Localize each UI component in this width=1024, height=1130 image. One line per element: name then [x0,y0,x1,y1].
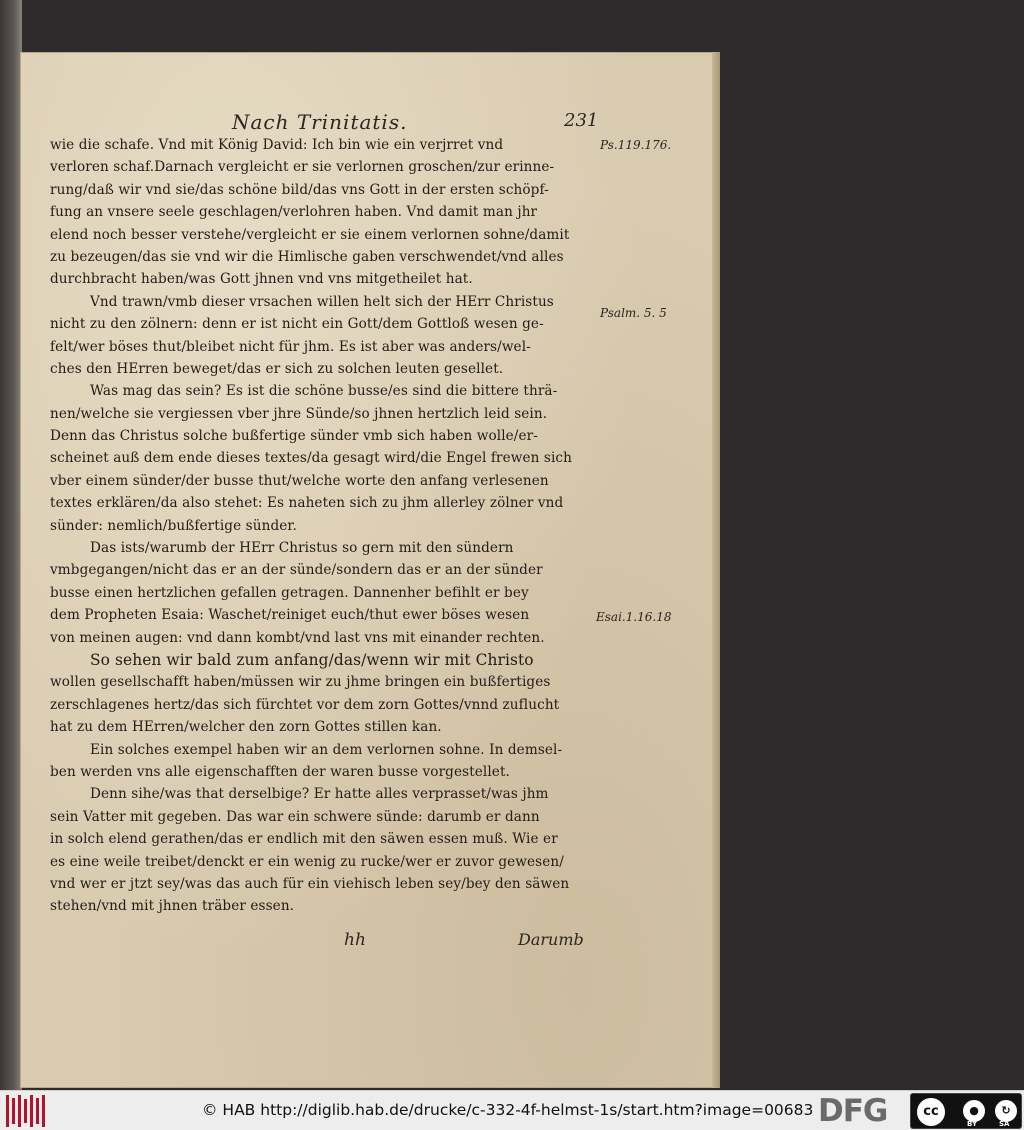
cc-icon: cc [915,1096,947,1128]
running-head: Nach Trinitatis. [232,110,408,134]
hab-logo-icon [4,1095,48,1127]
text-line: fung an vnsere seele geschlagen/verlohren haben. Vnd damit man jhr [50,204,538,221]
text-line: vber einem sünder/der busse thut/welche worte den anfang verlesenen [50,472,549,489]
signature-mark: hh [344,930,366,950]
text-line: ben werden vns alle eigenschafften der waren busse vorgestellet. [50,763,510,780]
page-number: 231 [564,110,599,131]
dfg-logo: DFG [818,1093,888,1129]
text-line: Denn das Christus solche bußfertige sünder vmb sich haben wolle/er- [50,428,538,445]
text-line: durchbracht haben/was Gott jhnen vnd vns mitgetheilet hat. [50,271,473,288]
cc-license-badge[interactable] [910,1093,1022,1129]
text-line: Denn sihe/was that derselbige? Er hatte alles verprasset/was jhm [90,786,549,803]
footer-bar [0,1090,1024,1130]
text-line: verloren schaf.Darnach vergleicht er sie verlornen groschen/zur erinne- [50,159,555,176]
text-line: vmbgegangen/nicht das er an der sünde/sondern das er an der sünder [50,562,543,579]
text-line: wie die schafe. Vnd mit König David: Ich bin wie ein verjrret vnd [50,137,504,153]
text-line: von meinen augen: vnd dann kombt/vnd last vns mit einander rechten. [50,629,545,646]
text-line: vnd wer er jtzt sey/was das auch für ein viehisch leben sey/bey den säwen [50,875,570,892]
marginal-note: Esai.1.16.18 [596,610,672,624]
sa-label: SA [999,1120,1010,1128]
text-line: scheinet auß dem ende dieses textes/da gesagt wird/die Engel frewen sich [50,450,572,467]
text-line: felt/wer böses thut/bleibet nicht für jhm. Es ist aber was anders/wel- [50,338,531,355]
text-line: Was mag das sein? Es ist die schöne busse/es sind die bittere thrä- [90,383,558,400]
text-line: So sehen wir bald zum anfang/das/wenn wir mit Christo [90,650,534,669]
text-line: elend noch besser verstehe/vergleicht er sie einem verlornen sohne/damit [50,226,570,243]
text-line: es eine weile treibet/denckt er ein wenig zu rucke/wer er zuvor gewesen/ [50,853,564,870]
page-text [50,134,630,918]
text-line: Ein solches exempel haben wir an dem verlornen sohne. In demsel- [90,741,563,758]
attribution-icon: ● [961,1098,987,1124]
text-line: ches den HErren beweget/das er sich zu solchen leuten gesellet. [50,360,504,377]
page-footer-line [20,930,720,956]
marginal-note: Psalm. 5. 5 [600,306,667,320]
text-line: Vnd trawn/vmb dieser vrsachen willen helt sich der HErr Christus [90,293,554,310]
text-line: zu bezeugen/das sie vnd wir die Himlische gaben verschwendet/vnd alles [50,248,564,265]
text-line: nicht zu den zölnern: denn er ist nicht ein Gott/dem Gottloß wesen ge- [50,316,544,333]
text-line: in solch elend gerathen/das er endlich mit den säwen essen muß. Wie er [50,831,558,848]
book-page [20,52,720,1088]
text-line: zerschlagenes hertz/das sich fürchtet vor dem zorn Gottes/vnnd zuflucht [50,696,560,713]
book-gutter-edge [0,0,22,1090]
text-line: dem Propheten Esaia: Waschet/reiniget euch/thut ewer böses wesen [50,607,530,624]
text-line: nen/welche sie vergiessen vber jhre Sünde/so jhnen hertzlich leid sein. [50,405,548,422]
page-edge [712,52,720,1088]
by-label: BY [967,1120,978,1128]
text-line: sünder: nemlich/bußfertige sünder. [50,517,297,534]
text-line: stehen/vnd mit jhnen träber essen. [50,898,295,915]
text-line: busse einen hertzlichen gefallen getragen. Dannenher befihlt er bey [50,584,529,601]
text-line: textes erklären/da also stehet: Es naheten sich zu jhm allerley zölner vnd [50,495,564,512]
share-alike-icon: ↻ [993,1098,1019,1124]
catchword: Darumb [518,930,584,949]
marginal-note: Ps.119.176. [600,138,672,152]
text-line: hat zu dem HErren/welcher den zorn Gottes stillen kan. [50,719,442,736]
text-line: sein Vatter mit gegeben. Das war ein schwere sünde: darumb er dann [50,808,540,825]
text-line: rung/daß wir vnd sie/das schöne bild/das vns Gott in der ersten schöpf- [50,181,549,198]
text-line: Das ists/warumb der HErr Christus so gern mit den sündern [90,540,514,557]
copyright-link[interactable]: © HAB http://diglib.hab.de/drucke/c-332-4f-helmst-1s/start.htm?image=00683 [202,1101,814,1119]
text-line: wollen gesellschafft haben/müssen wir zu jhme bringen ein bußfertiges [50,674,551,691]
